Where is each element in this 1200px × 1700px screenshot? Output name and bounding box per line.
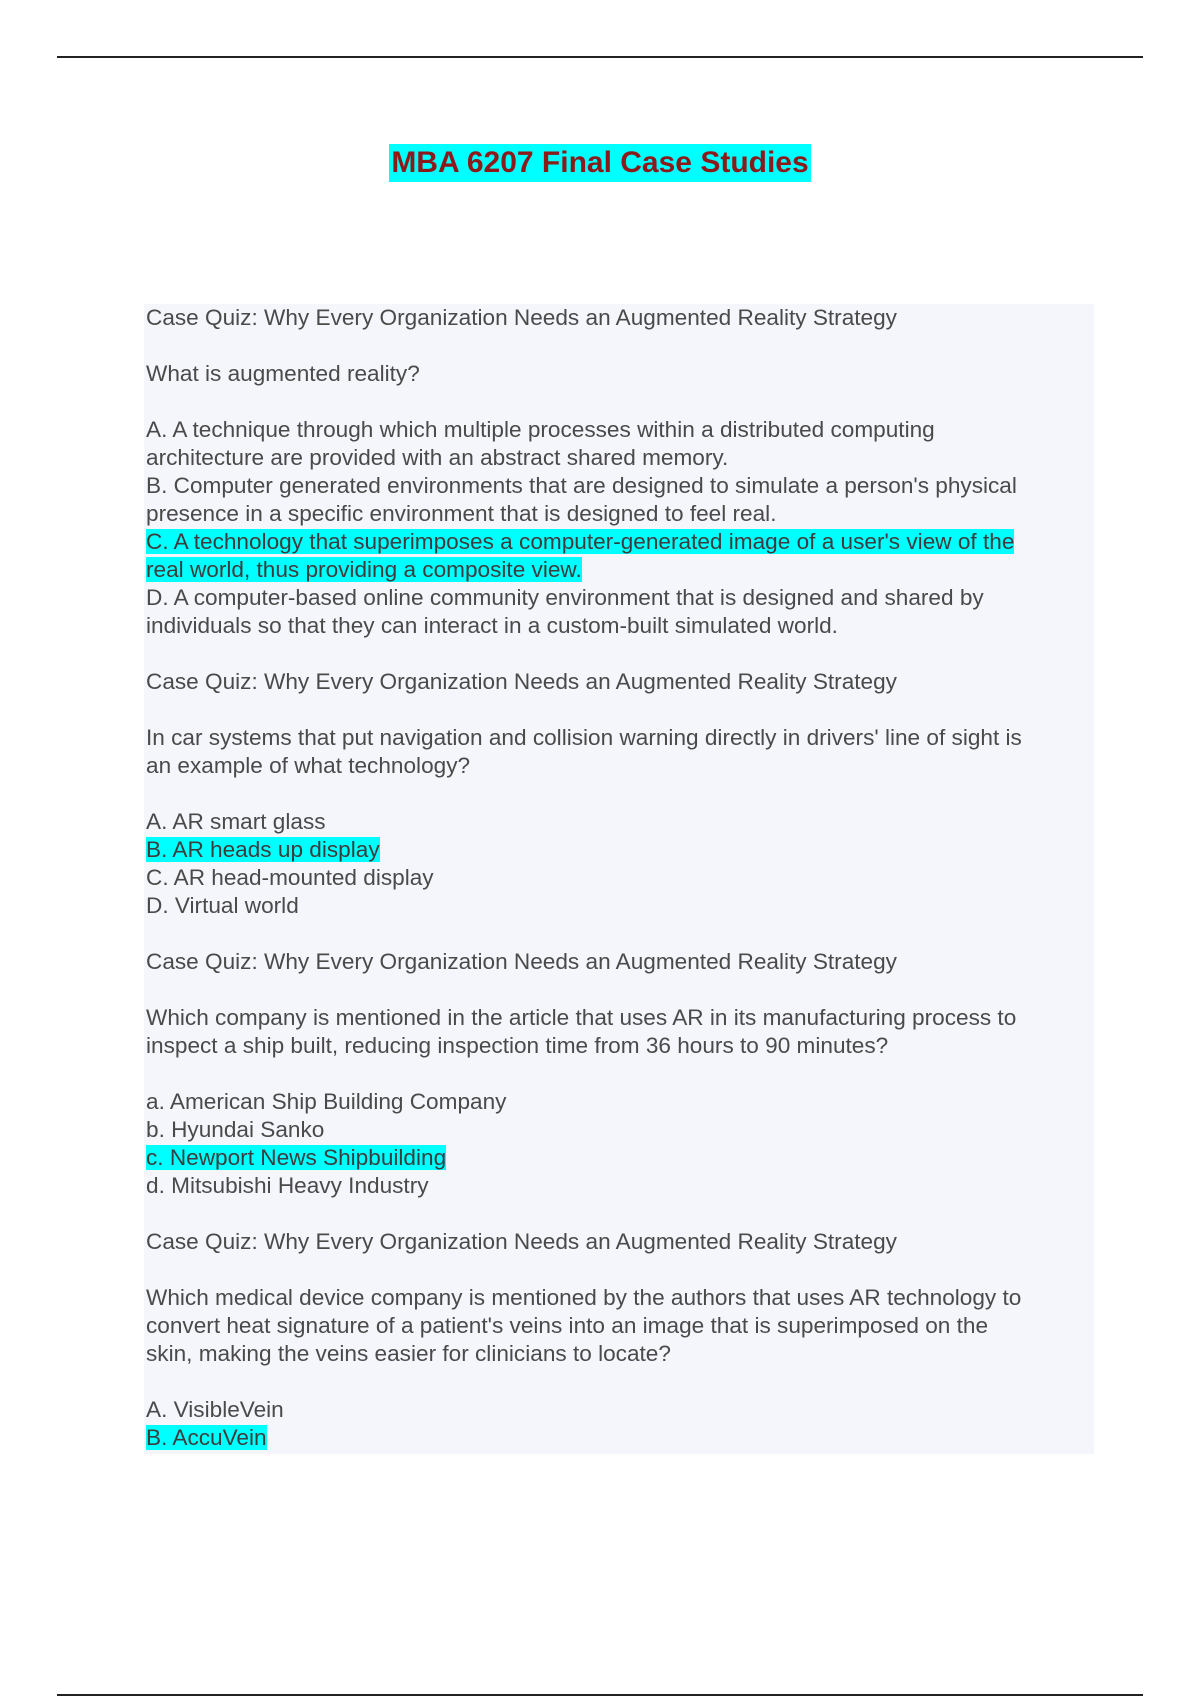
option-text: architecture are provided with an abstract shared memory. [146, 445, 729, 470]
option-text: A. A technique through which multiple processes within a distributed computing [146, 417, 935, 442]
quiz-heading: Case Quiz: Why Every Organization Needs an Augmented Reality Strategy [146, 1229, 897, 1254]
answer-option-correct [146, 1424, 1094, 1452]
option-line [146, 500, 1094, 528]
answer-option-correct [146, 1144, 1094, 1172]
top-rule [57, 56, 1143, 58]
option-line [146, 584, 1094, 612]
option-text: presence in a specific environment that is designed to feel real. [146, 501, 777, 526]
option-text: D. A computer-based online community environment that is designed and shared by [146, 585, 984, 610]
bottom-rule [57, 1694, 1143, 1696]
document-title: MBA 6207 Final Case Studies [389, 144, 810, 182]
answer-option [146, 472, 1094, 528]
spacer [146, 1200, 1094, 1228]
answer-option [146, 1116, 1094, 1144]
option-text: D. Virtual world [146, 893, 299, 918]
option-line [146, 1424, 1094, 1452]
question-block [146, 668, 1094, 920]
option-line [146, 1144, 1094, 1172]
option-text: c. Newport News Shipbuilding [146, 1145, 447, 1170]
quiz-heading: Case Quiz: Why Every Organization Needs an Augmented Reality Strategy [146, 305, 897, 330]
question-text: convert heat signature of a patient's veins into an image that is superimposed on the [146, 1313, 989, 1338]
option-line [146, 528, 1094, 556]
option-text: B. AccuVein [146, 1425, 267, 1450]
spacer [146, 388, 1094, 416]
option-line [146, 612, 1094, 640]
answer-option-correct [146, 528, 1094, 584]
spacer [146, 1256, 1094, 1284]
option-line [146, 416, 1094, 444]
answer-option [146, 584, 1094, 640]
option-line [146, 836, 1094, 864]
option-text: B. Computer generated environments that are designed to simulate a person's physical [146, 473, 1017, 498]
spacer [146, 1368, 1094, 1396]
option-line [146, 444, 1094, 472]
option-line [146, 1172, 1094, 1200]
spacer [146, 976, 1094, 1004]
option-text: d. Mitsubishi Heavy Industry [146, 1173, 429, 1198]
spacer [146, 920, 1094, 948]
option-line [146, 1088, 1094, 1116]
answer-option [146, 416, 1094, 472]
option-line [146, 864, 1094, 892]
spacer [146, 696, 1094, 724]
answer-option [146, 808, 1094, 836]
option-line [146, 556, 1094, 584]
question-text: Which company is mentioned in the article that uses AR in its manufacturing process to [146, 1005, 1017, 1030]
answer-option [146, 1088, 1094, 1116]
question-text: Which medical device company is mentioned by the authors that uses AR technology to [146, 1285, 1022, 1310]
question-block [146, 1228, 1094, 1452]
option-text: b. Hyundai Sanko [146, 1117, 325, 1142]
option-line [146, 1396, 1094, 1424]
answer-option [146, 1172, 1094, 1200]
spacer [146, 640, 1094, 668]
title-container [0, 144, 1200, 182]
question-text: In car systems that put navigation and collision warning directly in drivers' line of sight is [146, 725, 1022, 750]
option-text: real world, thus providing a composite view. [146, 557, 582, 582]
spacer [146, 332, 1094, 360]
answer-option [146, 1396, 1094, 1424]
quiz-heading: Case Quiz: Why Every Organization Needs an Augmented Reality Strategy [146, 669, 897, 694]
spacer [146, 780, 1094, 808]
question-text: skin, making the veins easier for clinicians to locate? [146, 1341, 671, 1366]
question-text: inspect a ship built, reducing inspection time from 36 hours to 90 minutes? [146, 1033, 889, 1058]
answer-option [146, 864, 1094, 892]
quiz-heading: Case Quiz: Why Every Organization Needs an Augmented Reality Strategy [146, 949, 897, 974]
spacer [146, 1060, 1094, 1088]
option-text: individuals so that they can interact in a custom-built simulated world. [146, 613, 838, 638]
option-line [146, 892, 1094, 920]
spacer [146, 1452, 1094, 1454]
option-line [146, 808, 1094, 836]
option-text: A. VisibleVein [146, 1397, 284, 1422]
option-text: C. AR head-mounted display [146, 865, 434, 890]
option-line [146, 472, 1094, 500]
question-text: What is augmented reality? [146, 361, 420, 386]
option-text: C. A technology that superimposes a computer-generated image of a user's view of the [146, 529, 1015, 554]
option-text: A. AR smart glass [146, 809, 326, 834]
option-text: a. American Ship Building Company [146, 1089, 507, 1114]
question-block [146, 948, 1094, 1200]
option-text: B. AR heads up display [146, 837, 380, 862]
question-block [146, 304, 1094, 640]
answer-option [146, 892, 1094, 920]
quiz-content [144, 304, 1094, 1454]
answer-option-correct [146, 836, 1094, 864]
question-text: an example of what technology? [146, 753, 471, 778]
option-line [146, 1116, 1094, 1144]
